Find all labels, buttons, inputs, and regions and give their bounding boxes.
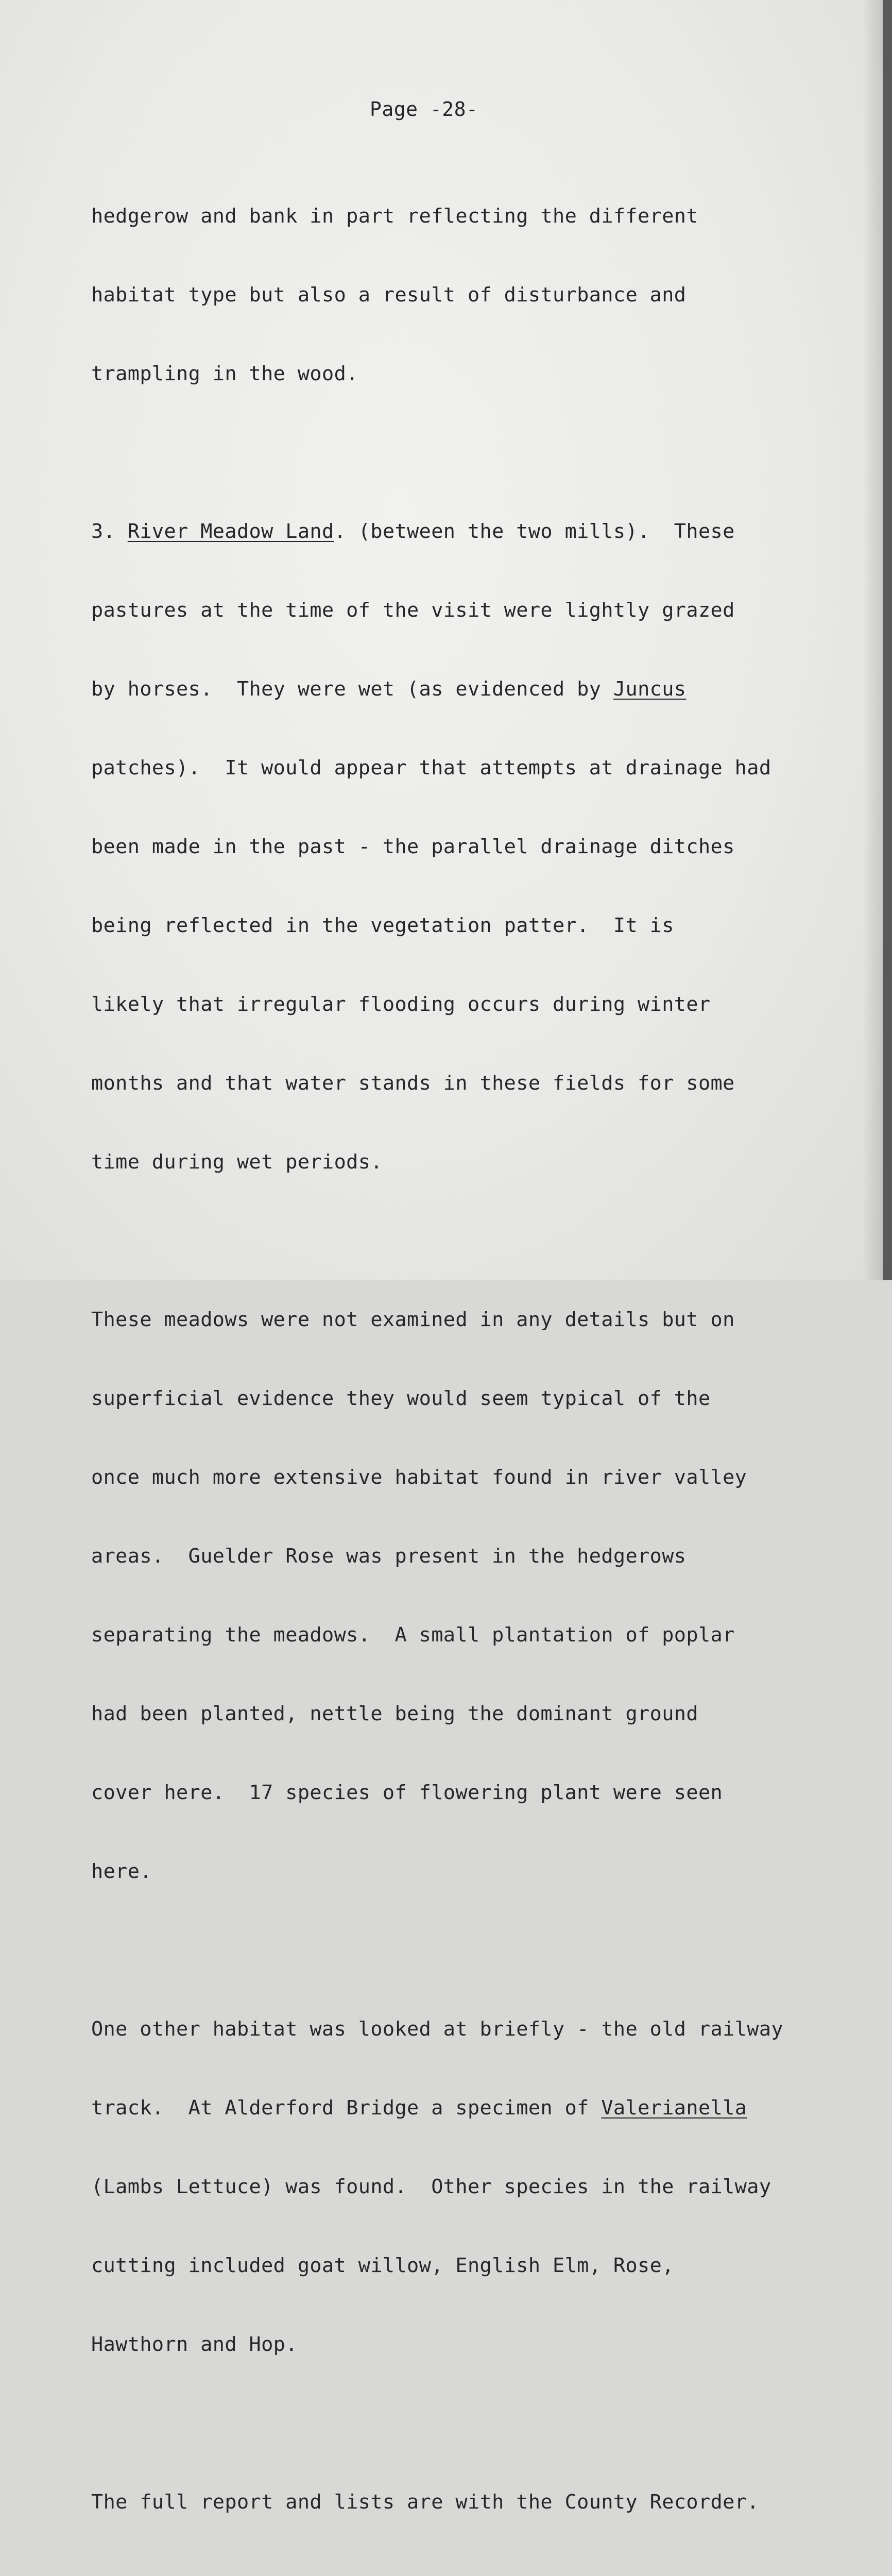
text-line: cutting included goat willow, English Elm, Rose, [91,2254,674,2277]
paragraph-full-report [91,2436,822,2568]
text-line: track. At Alderford Bridge a specimen of Valerianella [91,2096,747,2120]
text-line: hedgerow and bank in part reflecting the different [91,205,698,228]
text-line: by horses. They were wet (as evidenced by Juncus [91,677,687,701]
text-line: months and that water stands in these fields for some [91,1072,735,1095]
document-body [91,150,822,2576]
text-line: been made in the past - the parallel drainage ditches [91,835,735,858]
text-line: time during wet periods. [91,1150,383,1174]
text-line: 3. River Meadow Land. (between the two mills). These [91,520,735,543]
paragraph-hedgerow [91,150,822,439]
text-line: patches). It would appear that attempts at drainage had [91,756,771,779]
page-number-header: Page -28- [370,98,478,121]
paragraph-meadows [91,1254,822,1937]
text-line: cover here. 17 species of flowering plant were seen [91,1781,723,1804]
text-line: (Lambs Lettuce) was found. Other species in the railway [91,2175,771,2198]
text-line: here. [91,1860,152,1883]
text-line: One other habitat was looked at briefly - the old railway [91,2018,784,2041]
text-line: had been planted, nettle being the dominant ground [91,1702,698,1725]
text-line: areas. Guelder Rose was present in the hedgerows [91,1545,687,1568]
text-line: These meadows were not examined in any details but on [91,1308,735,1331]
text-line: separating the meadows. A small plantation of poplar [91,1623,735,1647]
scan-border [883,0,892,1280]
page-edge-shadow [862,0,883,1280]
text-line: The full report and lists are with the County Recorder. [91,2490,759,2514]
text-line: habitat type but also a result of disturbance and [91,283,687,307]
paragraph-railway [91,1963,822,2410]
text-line: pastures at the time of the visit were lightly grazed [91,599,735,622]
paragraph-river-meadow [91,466,822,1228]
text-line: Hawthorn and Hop. [91,2333,298,2356]
text-line: trampling in the wood. [91,362,358,385]
text-line: being reflected in the vegetation patter. It is [91,914,674,937]
text-line: once much more extensive habitat found in river valley [91,1466,747,1489]
text-line: likely that irregular flooding occurs during winter [91,993,711,1016]
text-line: superficial evidence they would seem typical of the [91,1387,711,1410]
